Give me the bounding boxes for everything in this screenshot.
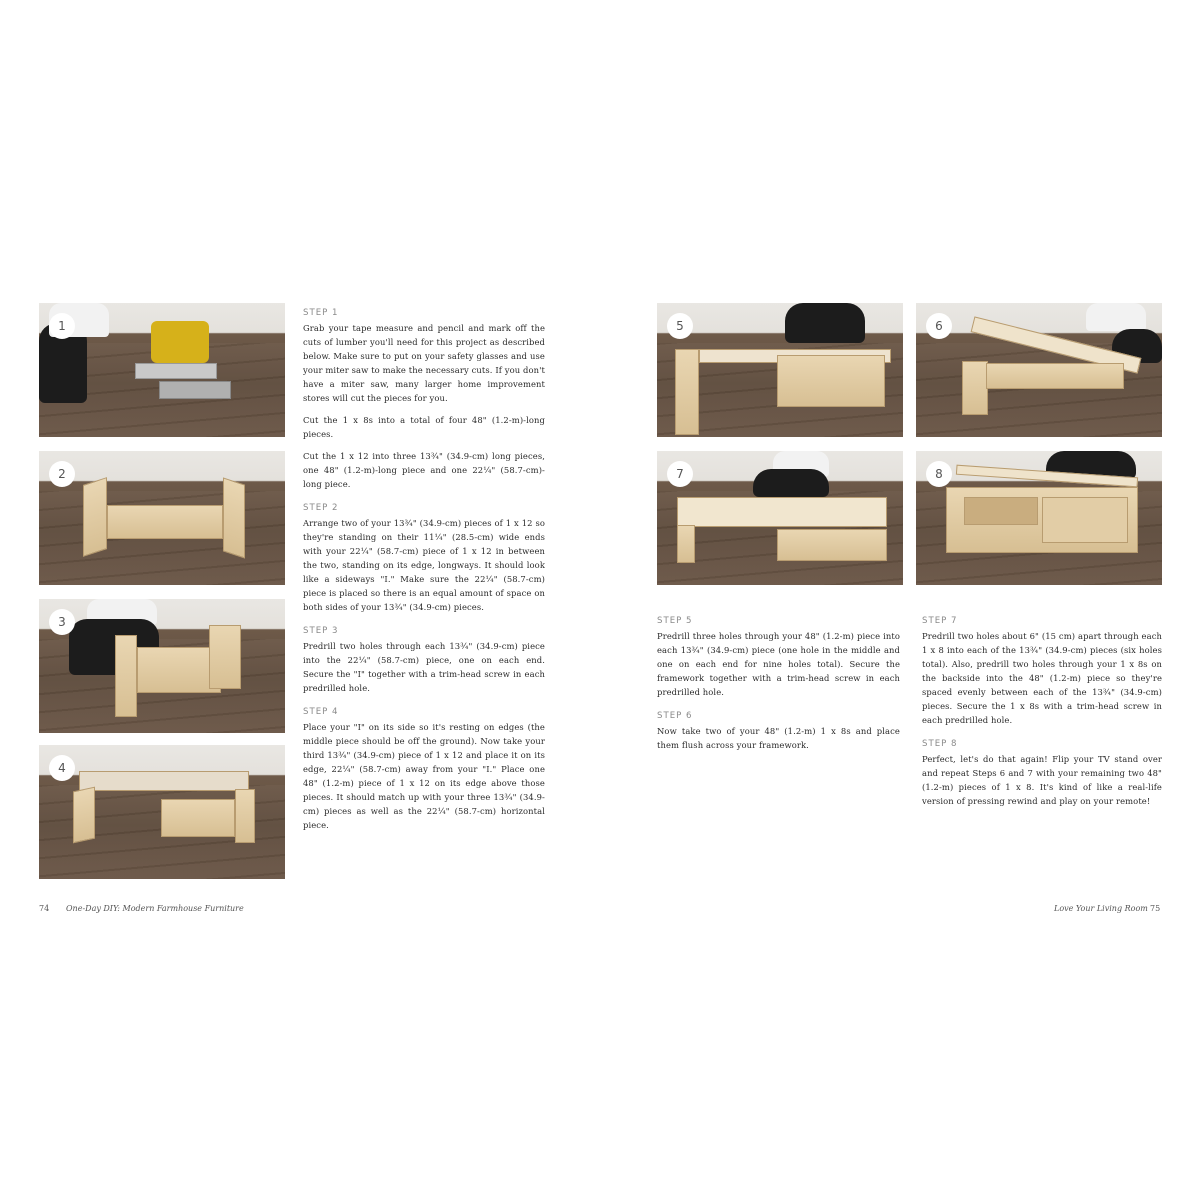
step-photo-8 (916, 451, 1162, 585)
step-heading: STEP 1 (303, 308, 339, 318)
step-photo-7 (657, 451, 903, 585)
step-heading: STEP 7 (922, 616, 958, 626)
step-number-badge: 7 (667, 461, 693, 487)
step-number-badge: 2 (49, 461, 75, 487)
step-paragraph: Arrange two of your 13¾" (34.9-cm) pieces of 1 x 12 so they're standing on their 11¼" (28.5-cm) wide ends with your 22¼" (58.7-cm) piece of 1 x 12 in between the two, standing on its edge, longways. It should look like a sideways "I." Make sure the 22¼" (58.7-cm) piece is placed so there is an equal amount of space on both sides of your 13¾" (34.9-cm) pieces. (303, 518, 545, 612)
step-paragraph: Now take two of your 48" (1.2-m) 1 x 8s and place them flush across your framework. (657, 726, 900, 750)
step-paragraph: Cut the 1 x 12 into three 13¾" (34.9-cm) long pieces, one 48" (1.2-m)-long piece and one 22¼" (58.7-cm)-long piece. (303, 451, 545, 489)
step-paragraph: Predrill three holes through your 48" (1.2-m) piece into each 13¾" (34.9-cm) piece (one hole in the middle and one on each end for nine holes total). Secure the framework together with a trim-head screw in each predrilled hole. (657, 631, 900, 697)
page-number-right: 75 (1150, 904, 1161, 913)
right-text-column-1 (657, 614, 900, 760)
step-heading: STEP 6 (657, 711, 693, 721)
step-number-badge: 6 (926, 313, 952, 339)
step-paragraph: Predrill two holes through each 13¾" (34.9-cm) piece into the 22¼" (58.7-cm) piece, one on each end. Secure the "I" together with a trim-head screw in each predrilled hole. (303, 641, 545, 693)
left-text-column (303, 306, 545, 840)
step-photo-4 (39, 745, 285, 879)
step-number-badge: 3 (49, 609, 75, 635)
page-number-left: 74 (39, 904, 50, 913)
step-number-badge: 8 (926, 461, 952, 487)
step-photo-5 (657, 303, 903, 437)
step-heading: STEP 5 (657, 616, 693, 626)
step-number-badge: 4 (49, 755, 75, 781)
step-paragraph: Grab your tape measure and pencil and mark off the cuts of lumber you'll need for this project as described below. Make sure to put on your safety glasses and use your miter saw to make the necessary cuts. If you don't have a miter saw, many larger home improvement stores will cut the pieces for you. (303, 323, 545, 403)
step-photo-2 (39, 451, 285, 585)
step-heading: STEP 2 (303, 503, 339, 513)
right-text-column-2 (922, 614, 1162, 816)
step-photo-1 (39, 303, 285, 437)
running-head-left: One-Day DIY: Modern Farmhouse Furniture (66, 904, 244, 913)
step-heading: STEP 3 (303, 626, 339, 636)
step-photo-6 (916, 303, 1162, 437)
step-paragraph: Perfect, let's do that again! Flip your TV stand over and repeat Steps 6 and 7 with your remaining two 48" (1.2-m) pieces of 1 x 8. It's kind of like a real-life version of pressing rewind and play on your remote! (922, 754, 1162, 806)
step-paragraph: Predrill two holes about 6" (15 cm) apart through each 1 x 8 into each of the 13¾" (34.9-cm) pieces (six holes total). Also, predrill two holes through your 1 x 8s on the backside into the 48" (1.2-m) piece so they're spaced evenly between each of the 13¾" (34.9-cm) pieces. Secure the 1 x 8s with a trim-head screw in each predrilled hole. (922, 631, 1162, 725)
step-heading: STEP 4 (303, 707, 339, 717)
running-head-right: Love Your Living Room (1054, 904, 1148, 913)
step-paragraph: Place your "I" on its side so it's resting on edges (the middle piece should be off the ground). Now take your third 13¾" (34.9-cm) piece of 1 x 12 and place it on its edge, 22¼" (58.7-cm) away from your "I." Place one 48" (1.2-m) piece of 1 x 12 on its edge above those pieces. It should match up with your three 13¾" (34.9-cm) pieces as well as the 22¼" (58.7-cm) horizontal piece. (303, 722, 545, 830)
step-heading: STEP 8 (922, 739, 958, 749)
step-number-badge: 1 (49, 313, 75, 339)
step-paragraph: Cut the 1 x 8s into a total of four 48" (1.2-m)-long pieces. (303, 415, 545, 439)
step-number-badge: 5 (667, 313, 693, 339)
step-photo-3 (39, 599, 285, 733)
